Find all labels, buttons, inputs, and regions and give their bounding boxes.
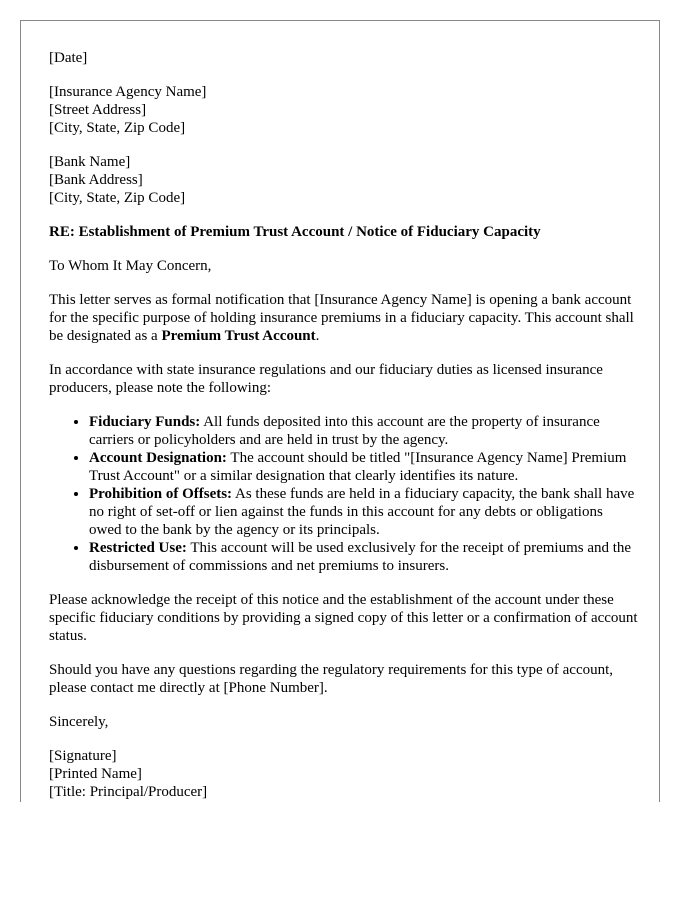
intro-text-end: . (315, 328, 320, 344)
acknowledge-paragraph: Please acknowledge the receipt of this notice and the establishment of the account under these specific fiduciary conditions by providing a signed copy of this letter or a confirmation of account status. (49, 592, 638, 644)
sender-address (49, 83, 639, 137)
list-item (89, 485, 639, 539)
sender-address-line: [City, State, Zip Code] (49, 120, 186, 136)
list-item (89, 449, 639, 485)
fiduciary-terms-list (49, 413, 639, 575)
list-item-term: Fiduciary Funds: (89, 414, 201, 430)
list-item-text: The account should be titled "[Insurance Agency Name] Premium Trust Account" or a similar designation that clearly identifies its nature. (89, 450, 627, 484)
letter-date: [Date] (49, 50, 88, 66)
list-item-term: Restricted Use: (89, 540, 187, 556)
printed-name-line: [Printed Name] (49, 766, 142, 782)
closing: Sincerely, (49, 714, 109, 730)
list-item-text: All funds deposited into this account are the property of insurance carriers or policyholders and are held in trust by the agency. (89, 414, 600, 448)
list-item-text: As these funds are held in a fiduciary capacity, the bank shall have no right of set-off or lien against the funds in this account for any debts or obligations owed to the bank by the agency or its principals. (89, 486, 635, 538)
intro-paragraph (49, 291, 639, 345)
recipient-address-line: [Bank Address] (49, 172, 143, 188)
list-item-text: This account will be used exclusively for the receipt of premiums and the disbursement of commissions and net premiums to insurers. (89, 540, 632, 574)
intro-text: This letter serves as formal notification that [Insurance Agency Name] is opening a bank account for the specific purpose of holding insurance premiums in a fiduciary capacity. This account shall be designated as a (49, 292, 634, 344)
letter-page (20, 20, 660, 802)
recipient-address (49, 153, 639, 207)
questions-paragraph: Should you have any questions regarding the regulatory requirements for this type of account, please contact me directly at [Phone Number]. (49, 662, 614, 696)
sender-address-line: [Insurance Agency Name] (49, 84, 207, 100)
recipient-address-line: [City, State, Zip Code] (49, 190, 186, 206)
signature-line: [Signature] (49, 748, 117, 764)
list-item-term: Prohibition of Offsets: (89, 486, 233, 502)
subject-text: RE: Establishment of Premium Trust Account / Notice of Fiduciary Capacity (49, 224, 541, 240)
regulations-paragraph: In accordance with state insurance regulations and our fiduciary duties as licensed insurance producers, please note the following: (49, 362, 603, 396)
subject-line (49, 223, 639, 241)
title-line: [Title: Principal/Producer] (49, 784, 208, 800)
signature-block (49, 747, 639, 801)
list-item (89, 413, 639, 449)
recipient-address-line: [Bank Name] (49, 154, 131, 170)
list-item-term: Account Designation: (89, 450, 227, 466)
salutation: To Whom It May Concern, (49, 258, 212, 274)
list-item (89, 539, 639, 575)
intro-account-name: Premium Trust Account (161, 328, 316, 344)
sender-address-line: [Street Address] (49, 102, 147, 118)
